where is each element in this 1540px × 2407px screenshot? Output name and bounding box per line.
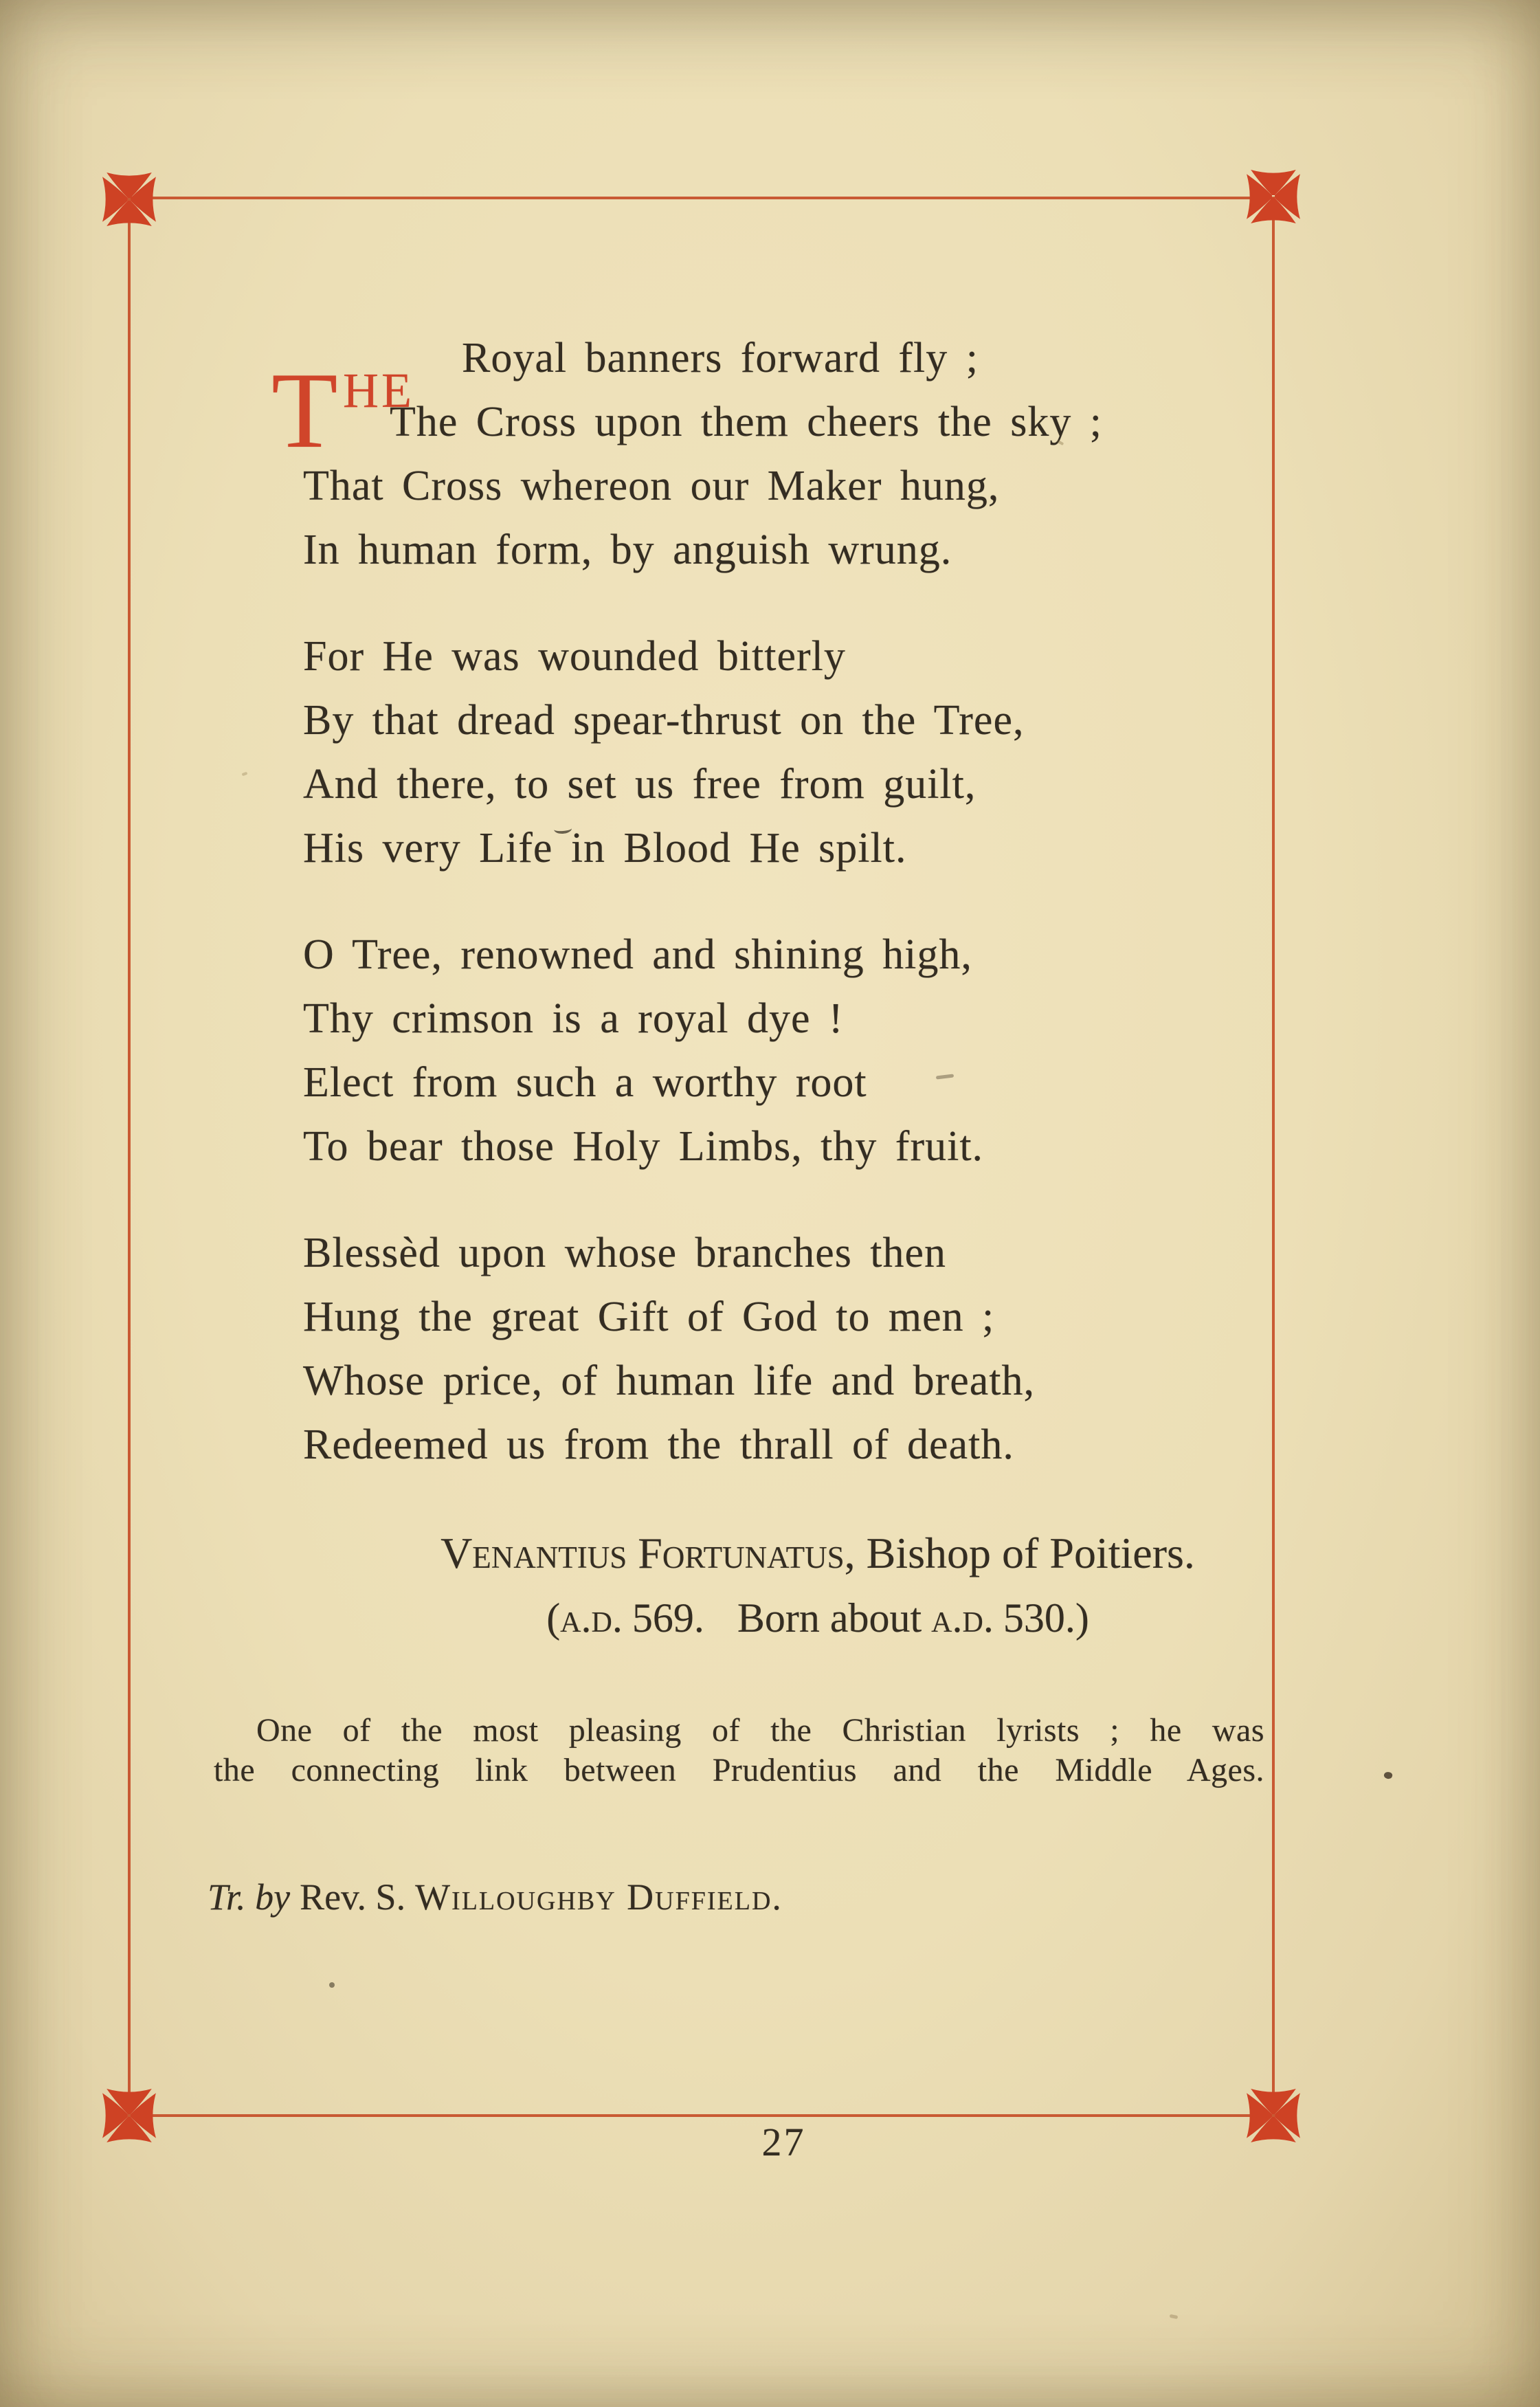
note-line: One of the most pleasing of the Christian lyrists ; he was xyxy=(256,1712,1264,1749)
drop-cap-initial: T xyxy=(271,351,338,471)
attribution-dates xyxy=(337,1590,1299,1645)
poem-line: The Cross upon them cheers the sky ; xyxy=(390,399,1102,445)
drop-cap-rest: HE xyxy=(343,363,414,418)
author-title: Bishop of Poitiers. xyxy=(866,1529,1195,1577)
translator-credit xyxy=(208,1874,783,1920)
dates-open-paren: ( xyxy=(546,1595,561,1641)
poem-line: O Tree, renowned and shining high, xyxy=(303,931,972,978)
poem-line: Royal banners forward fly ; xyxy=(462,335,979,381)
stanza-2 xyxy=(303,625,1279,880)
stanza-4 xyxy=(303,1221,1279,1477)
translator-title: Rev. S. xyxy=(300,1876,406,1918)
page-number: 27 xyxy=(761,2120,806,2164)
corner-cross-top-right-icon xyxy=(1245,168,1302,225)
poem xyxy=(271,326,1279,1477)
poem-line: Elect from such a worthy root xyxy=(303,1059,867,1106)
dates-year-1: 569. xyxy=(632,1595,704,1641)
attribution xyxy=(337,1526,1299,1645)
poem-line: His very Life in Blood He spilt. xyxy=(303,825,907,872)
poem-line: Blessèd upon whose branches then xyxy=(303,1230,947,1276)
poem-line: Hung the great Gift of God to men ; xyxy=(303,1294,995,1340)
translator-prefix: Tr. by xyxy=(208,1876,291,1918)
stanza-3 xyxy=(303,923,1279,1179)
dates-year-2: 530.) xyxy=(1003,1595,1089,1641)
dates-middle: Born about xyxy=(737,1595,922,1641)
poem-line: Whose price, of human life and breath, xyxy=(303,1357,1036,1404)
dates-ad-2: a.d. xyxy=(931,1595,994,1641)
poem-line: By that dread spear-thrust on the Tree, xyxy=(303,697,1025,744)
dates-ad-1: a.d. xyxy=(560,1595,623,1641)
poem-line: Thy crimson is a royal dye ! xyxy=(303,995,844,1042)
attribution-author xyxy=(337,1526,1299,1581)
poem-line: And there, to set us free from guilt, xyxy=(303,761,977,808)
stanza-1 xyxy=(271,326,1279,582)
poem-line: That Cross whereon our Maker hung, xyxy=(303,463,1000,509)
poem-line: For He was wounded bitterly xyxy=(303,633,846,680)
author-name: Venantius Fortunatus, xyxy=(440,1529,856,1577)
corner-cross-top-left-icon xyxy=(101,171,157,228)
scan-artifact-speck xyxy=(1383,1771,1394,1780)
poem-line: In human form, by anguish wrung. xyxy=(303,526,952,573)
note-line: the connecting link between Prudentius and the Middle Ages. xyxy=(214,1752,1264,1788)
commentary-note xyxy=(214,1711,1264,1790)
poem-line: Redeemed us from the thrall of death. xyxy=(303,1421,1014,1468)
poem-line: To bear those Holy Limbs, thy fruit. xyxy=(303,1123,984,1170)
scan-artifact-fiber xyxy=(1170,2314,1179,2319)
translator-name: Willoughby Duffield. xyxy=(415,1876,783,1918)
